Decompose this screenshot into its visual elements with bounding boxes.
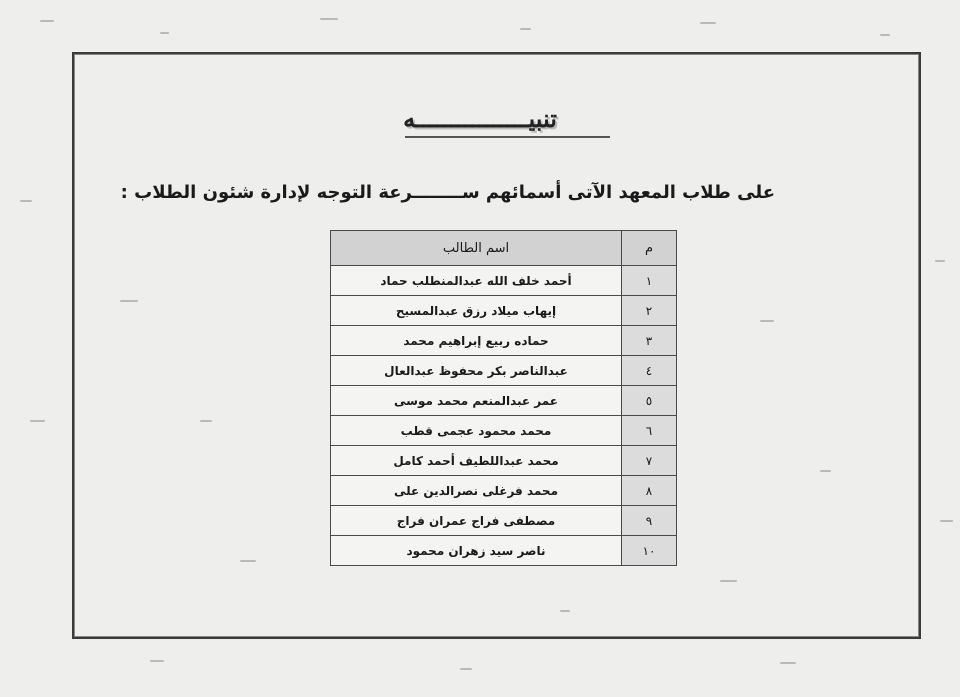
student-name: ناصر سيد زهران محمود <box>331 536 622 566</box>
table-header-row <box>331 231 677 266</box>
row-number: ٢ <box>622 296 677 326</box>
student-name: مصطفى فراج عمران فراج <box>331 506 622 536</box>
student-name: حماده ربيع إبراهيم محمد <box>331 326 622 356</box>
table-row <box>331 476 677 506</box>
table-row <box>331 536 677 566</box>
row-number: ٣ <box>622 326 677 356</box>
table-row <box>331 416 677 446</box>
document-title: تنبيــــــــــــــــه <box>403 104 557 133</box>
row-number: ٩ <box>622 506 677 536</box>
row-number: ٧ <box>622 446 677 476</box>
student-name: عمر عبدالمنعم محمد موسى <box>331 386 622 416</box>
student-name: محمد فرغلى نصرالدين على <box>331 476 622 506</box>
student-name: محمد عبداللطيف أحمد كامل <box>331 446 622 476</box>
table-row <box>331 386 677 416</box>
name-column-header: اسم الطالب <box>331 231 622 266</box>
row-number: ١٠ <box>622 536 677 566</box>
student-name: محمد محمود عجمى قطب <box>331 416 622 446</box>
row-number: ٨ <box>622 476 677 506</box>
table-row <box>331 326 677 356</box>
row-number: ٦ <box>622 416 677 446</box>
table-row <box>331 296 677 326</box>
table-row <box>331 506 677 536</box>
students-table <box>330 230 677 566</box>
table-row <box>331 356 677 386</box>
student-name: إيهاب ميلاد رزق عبدالمسيح <box>331 296 622 326</box>
row-number: ١ <box>622 266 677 296</box>
row-number: ٤ <box>622 356 677 386</box>
notice-text: على طلاب المعهد الآتى أسمائهم ســــــــرعة التوجه لإدارة شئون الطلاب : <box>120 182 775 203</box>
title-underline <box>405 136 610 138</box>
row-number: ٥ <box>622 386 677 416</box>
student-name: أحمد خلف الله عبدالمنطلب حماد <box>331 266 622 296</box>
number-column-header: م <box>622 231 677 266</box>
table-row <box>331 266 677 296</box>
table-row <box>331 446 677 476</box>
student-name: عبدالناصر بكر محفوظ عبدالعال <box>331 356 622 386</box>
